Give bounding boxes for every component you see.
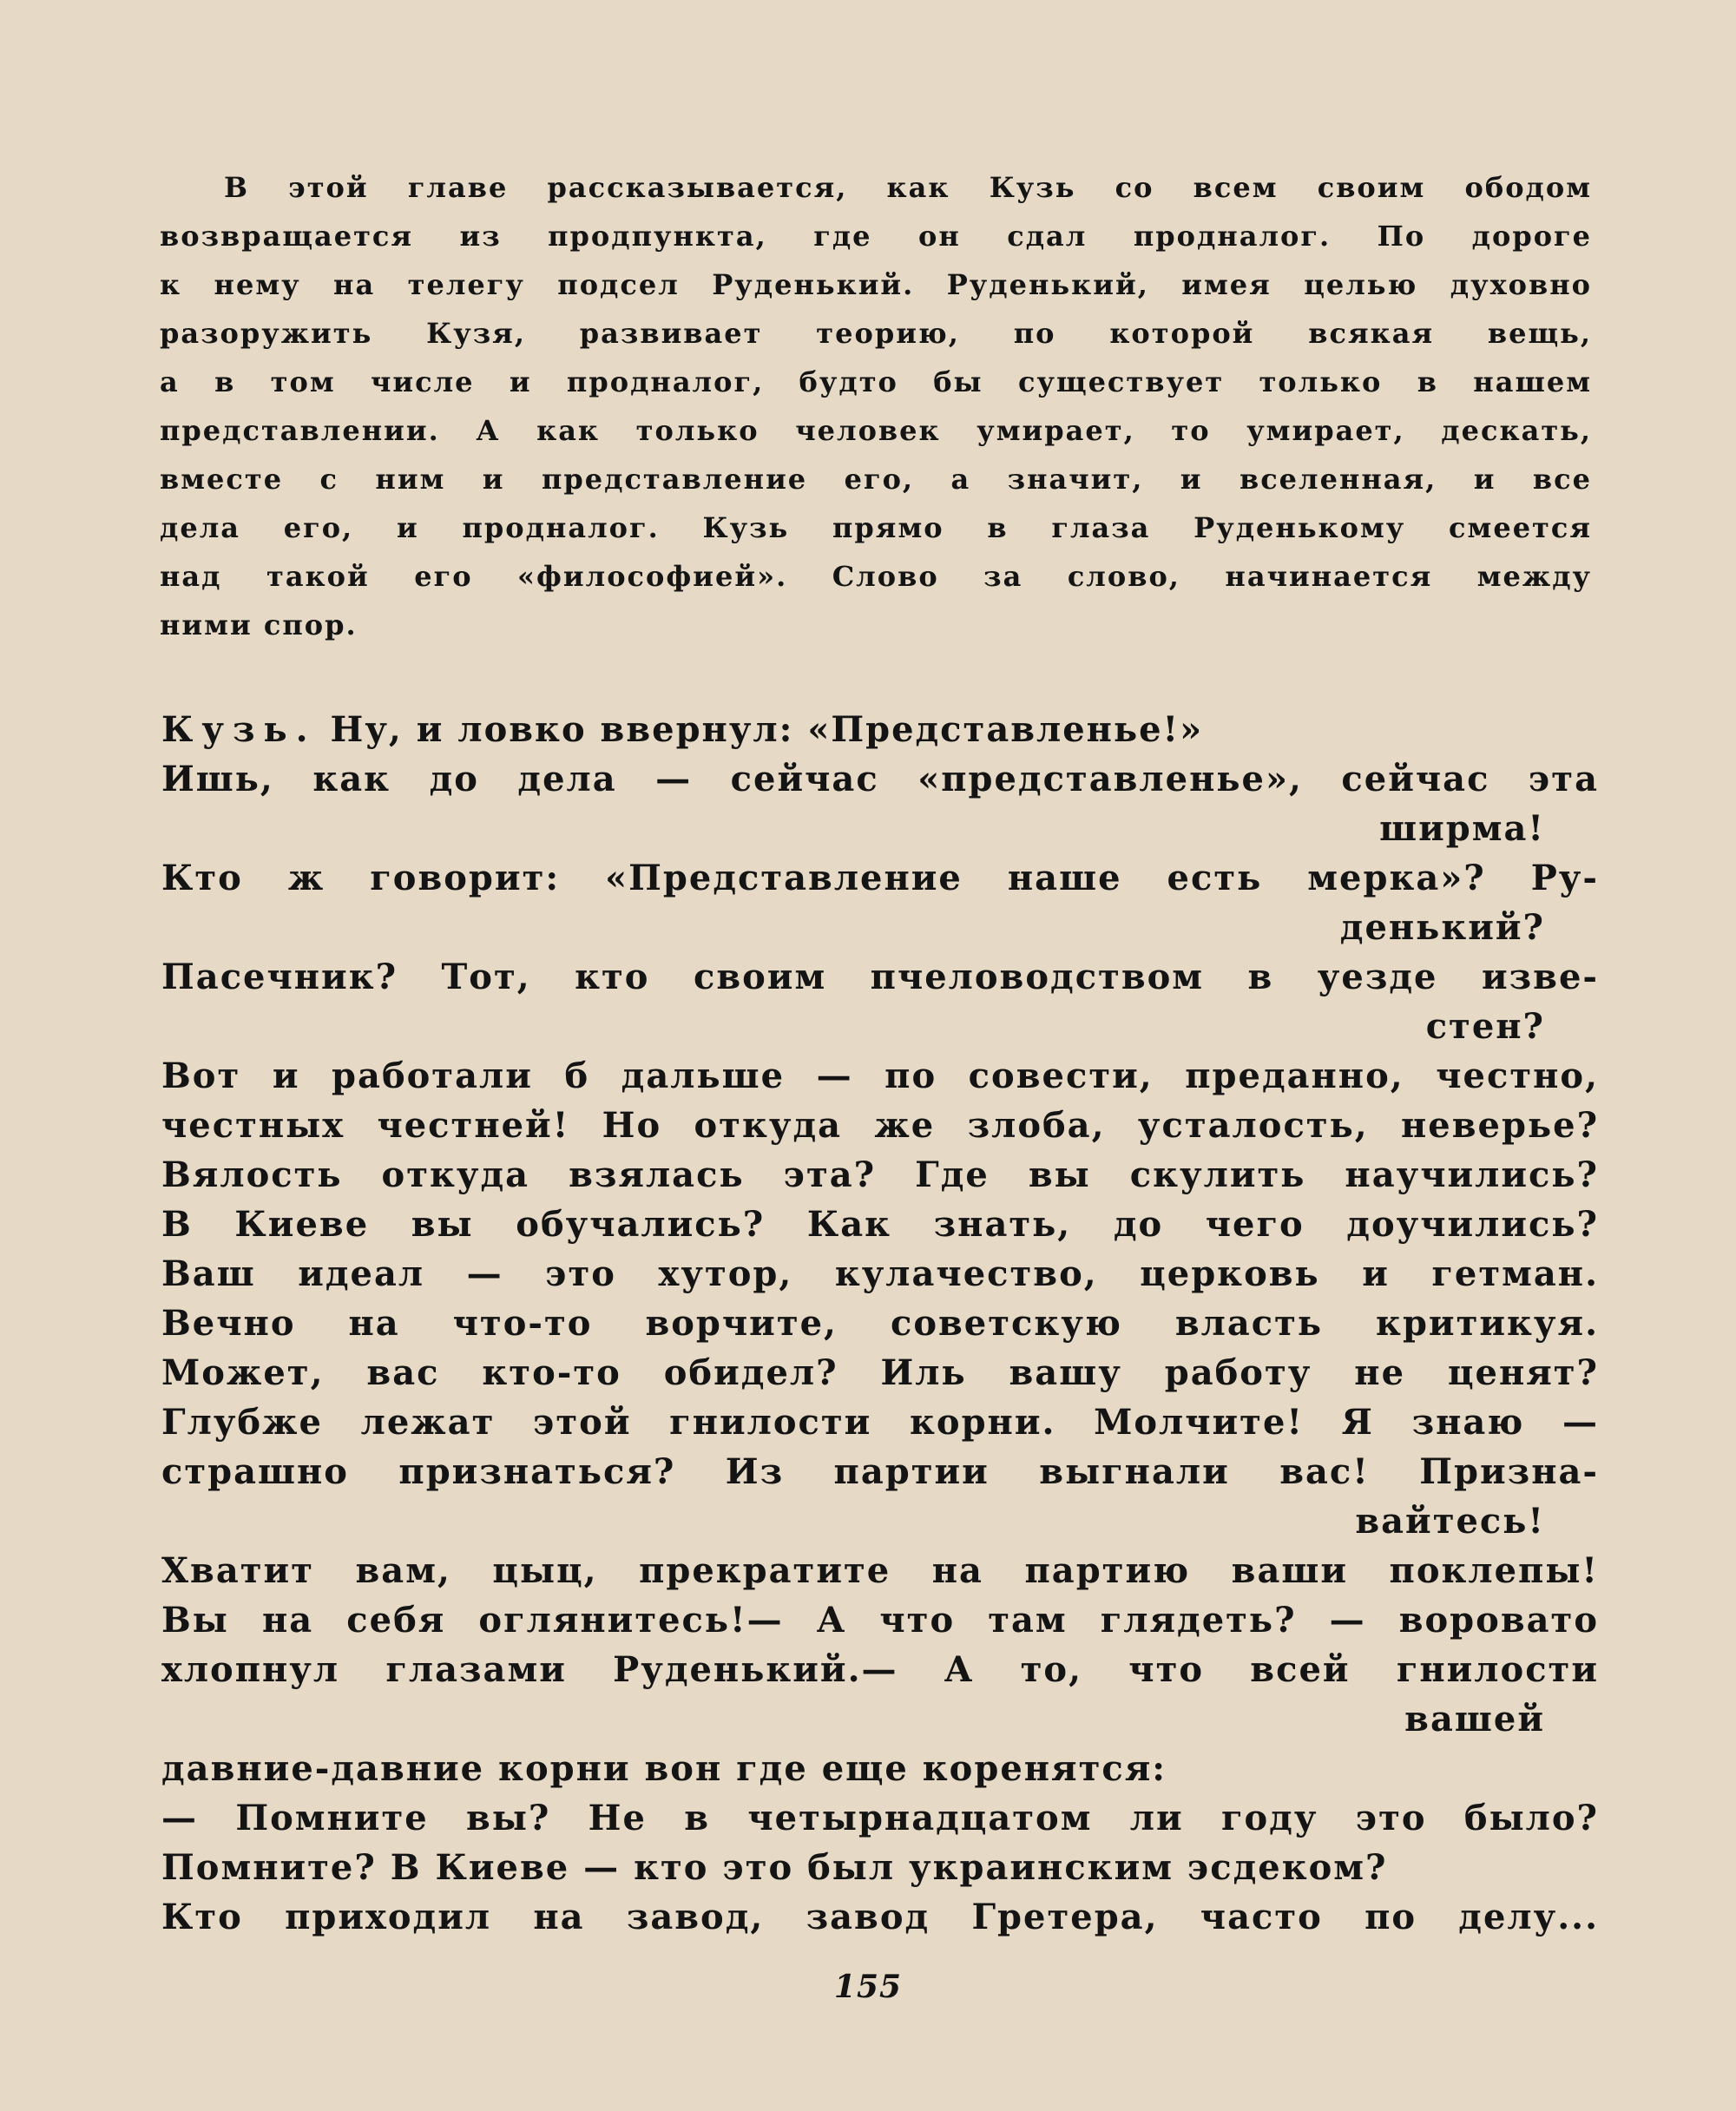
verse-line: Вялость откуда взялась эта? Где вы скулить научились? — [161, 1154, 1599, 1195]
verse-line: Ишь, как до дела — сейчас «представленье», сейчас эта — [161, 759, 1599, 799]
summary-line: ними спор. — [160, 608, 358, 641]
page-number: 155 — [833, 1969, 903, 2005]
verse-line: Ваш идеал — это хутор, кулачество, церковь и гетман. — [161, 1253, 1599, 1294]
verse-text — [161, 705, 1599, 1942]
verse-line: страшно признаться? Из партии выгнали вас! Призна- — [161, 1451, 1599, 1492]
verse-line: Кто приходил на завод, завод Гретера, часто по делу... — [161, 1897, 1599, 1937]
verse-line-turnover: вайтесь! — [1355, 1501, 1545, 1542]
verse-line: Вот и работали б дальше — по совести, преданно, честно, — [161, 1056, 1599, 1096]
verse-line: — Помните вы? Не в четырнадцатом ли году это было? — [161, 1798, 1599, 1838]
speaker-name: Кузь. — [161, 709, 317, 750]
verse-line: Вечно на что-то ворчите, советскую власть критикуя. — [161, 1303, 1599, 1344]
verse-line: Помните? В Киеве — кто это был украинским эсдеком? — [161, 1847, 1388, 1888]
summary-line: представлении. А как только человек умирает, то умирает, дескать, — [160, 414, 1592, 447]
verse-line-turnover: ширма! — [1379, 808, 1545, 849]
verse-line: Пасечник? Тот, кто своим пчеловодством в уезде изве- — [161, 957, 1599, 997]
verse-line: хлопнул глазами Руденький.— А то, что всей гнилости — [161, 1649, 1599, 1690]
verse-line-turnover: стен? — [1425, 1006, 1545, 1047]
verse-line: Кто ж говорит: «Представление наше есть мерка»? Ру- — [161, 858, 1599, 898]
summary-line: над такой его «философией». Слово за слово, начинается между — [160, 560, 1592, 593]
verse-line: давние-давние корни вон где еще коренятся: — [161, 1748, 1167, 1789]
verse-line: В Киеве вы обучались? Как знать, до чего доучились? — [161, 1204, 1599, 1245]
verse-line-text: Ну, и ловко ввернул: «Представленье!» — [330, 709, 1204, 750]
chapter-summary — [160, 163, 1592, 649]
verse-line: Глубже лежат этой гнилости корни. Молчите! Я знаю — — [161, 1402, 1599, 1443]
summary-line: а в том числе и продналог, будто бы существует только в нашем — [160, 365, 1592, 398]
summary-line: возвращается из продпункта, где он сдал продналог. По дороге — [160, 220, 1592, 253]
verse-line: Может, вас кто-то обидел? Иль вашу работу не ценят? — [161, 1352, 1599, 1393]
verse-line: Вы на себя оглянитесь!— А что там глядеть? — воровато — [161, 1600, 1599, 1641]
summary-line: В этой главе рассказывается, как Кузь со всем своим ободом — [224, 171, 1592, 204]
verse-line-turnover: вашей — [1404, 1699, 1545, 1739]
verse-line: честных честней! Но откуда же злоба, усталость, неверье? — [161, 1105, 1599, 1146]
verse-line: Хватит вам, цыц, прекратите на партию ваши поклепы! — [161, 1550, 1599, 1591]
summary-line: разоружить Кузя, развивает теорию, по которой всякая вещь, — [160, 317, 1592, 350]
summary-line: вместе с ним и представление его, а значит, и вселенная, и все — [160, 463, 1592, 496]
summary-line: дела его, и продналог. Кузь прямо в глаза Руденькому смеется — [160, 511, 1592, 544]
verse-line — [161, 705, 1599, 754]
summary-line: к нему на телегу подсел Руденький. Руденький, имея целью духовно — [160, 268, 1592, 301]
verse-line-turnover: денький? — [1339, 907, 1545, 948]
